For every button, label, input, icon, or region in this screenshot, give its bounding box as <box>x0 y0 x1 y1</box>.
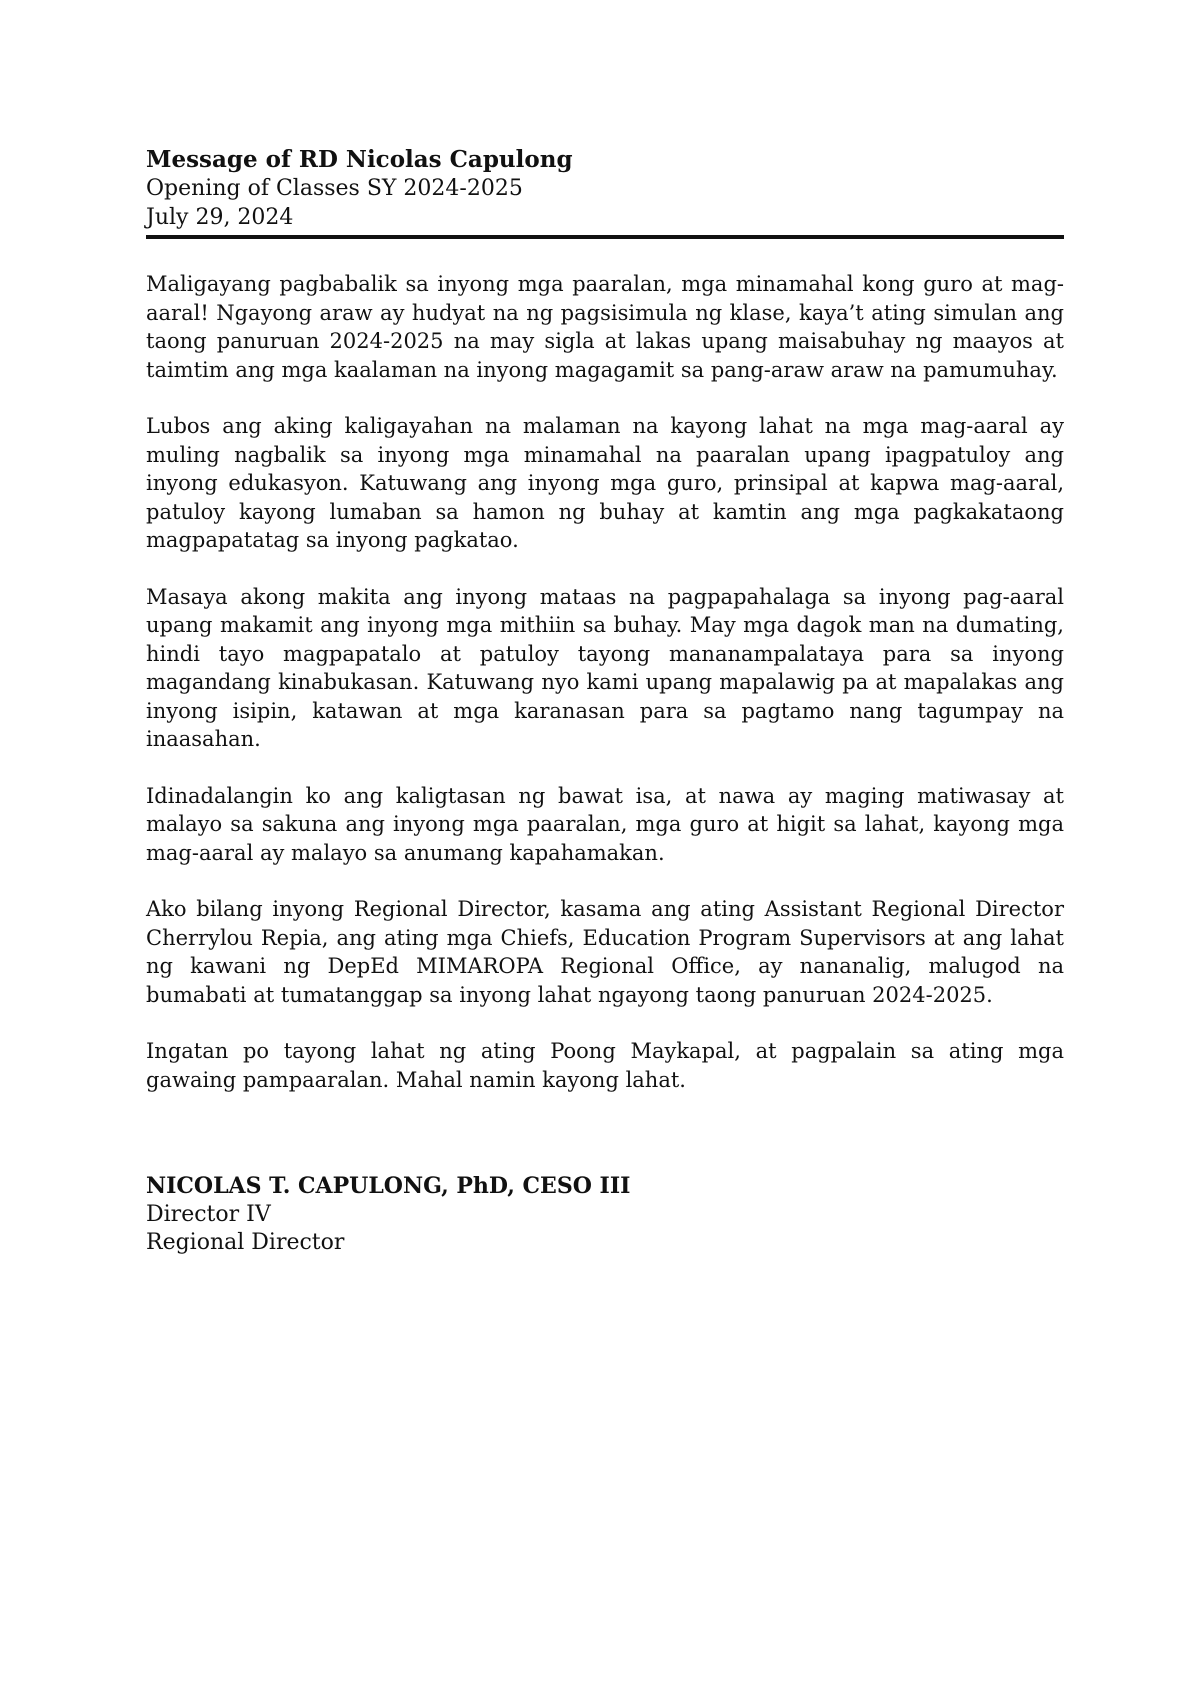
document-title: Message of RD Nicolas Capulong <box>146 146 573 173</box>
signatory-position: Director IV <box>146 1202 271 1227</box>
paragraph-1: Maligayang pagbabalik sa inyong mga paaralan, mga minamahal kong guro at mag-aaral! Ngayong araw ay hudyat na ng pagsisimula ng klase, kaya’t ating simulan ang taong panuruan 2024-2025 na may sigla at lakas upang maisabuhay ng maayos at taimtim ang mga kaalaman na inyong magagamit sa pang-araw araw na pamumuhay. <box>146 272 1064 382</box>
document-page <box>146 145 1064 1257</box>
paragraph-6: Ingatan po tayong lahat ng ating Poong Maykapal, at pagpalain sa ating mga gawaing pampaaralan. Mahal namin kayong lahat. <box>146 1039 1064 1092</box>
paragraph-4: Idinadalangin ko ang kaligtasan ng bawat isa, at nawa ay maging matiwasay at malayo sa sakuna ang inyong mga paaralan, mga guro at higit sa lahat, kayong mga mag-aaral ay malayo sa anumang kapahamakan. <box>146 783 1064 865</box>
paragraph-3: Masaya akong makita ang inyong mataas na pagpapahalaga sa inyong pag-aaral upang makamit ang inyong mga mithiin sa buhay. May mga dagok man na dumating, hindi tayo magpapatalo at patuloy tayong mananampalataya para sa inyong magandang kinabukasan. Katuwang nyo kami upang mapalawig pa at mapalakas ang inyong isipin, katawan at mga karanasan para sa pagtamo nang tagumpay na inaasahan. <box>146 584 1064 751</box>
message-body <box>146 270 1064 1094</box>
paragraph-2: Lubos ang aking kaligayahan na malaman na kayong lahat na mga mag-aaral ay muling nagbalik sa inyong mga minamahal na paaralan upang ipagpatuloy ang inyong edukasyon. Katuwang ang inyong mga guro, prinsipal at kapwa mag-aaral, patuloy kayong lumaban sa hamon ng buhay at kamtin ang mga pagkakataong magpapatatag sa inyong pagkatao. <box>146 414 1064 552</box>
document-date: July 29, 2024 <box>146 205 294 230</box>
header-divider <box>146 235 1064 239</box>
document-subtitle: Opening of Classes SY 2024-2025 <box>146 176 523 201</box>
signature-block <box>146 1172 1064 1257</box>
signatory-name: NICOLAS T. CAPULONG, PhD, CESO III <box>146 1173 631 1199</box>
paragraph-5: Ako bilang inyong Regional Director, kasama ang ating Assistant Regional Director Cherrylou Repia, ang ating mga Chiefs, Education Program Supervisors at ang lahat ng kawani ng DepEd MIMAROPA Regional Office, ay nananalig, malugod na bumabati at tumatanggap sa inyong lahat ngayong taong panuruan 2024-2025. <box>146 897 1064 1007</box>
signatory-office: Regional Director <box>146 1230 345 1255</box>
document-header <box>146 145 1064 239</box>
